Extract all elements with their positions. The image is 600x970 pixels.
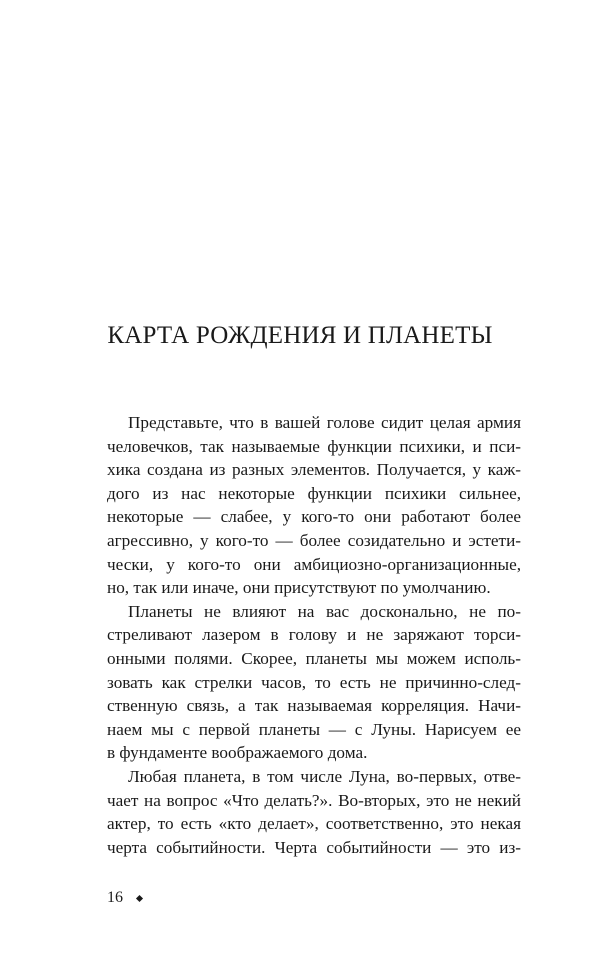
text-line: в фундаменте воображаемого дома. bbox=[107, 743, 368, 763]
text-line: чески, у кого-то они амбициозно-организационные, bbox=[107, 554, 521, 574]
paragraph-3 bbox=[107, 765, 521, 859]
body-text bbox=[107, 411, 521, 859]
text-line: чает на вопрос «Что делать?». Во-вторых, это не некий bbox=[107, 790, 521, 810]
page-footer bbox=[107, 889, 142, 907]
text-line: актер, то есть «кто делает», соответственно, это некая bbox=[107, 814, 521, 834]
text-line: Представьте, что в вашей голове сидит целая армия bbox=[128, 413, 521, 432]
text-line: человечков, так называемые функции психики, и пси- bbox=[107, 436, 521, 456]
page-number: 16 bbox=[107, 889, 123, 906]
text-line: некоторые — слабее, у кого-то они работают более bbox=[107, 507, 521, 527]
text-line: черта событийности. Черта событийности — это из- bbox=[107, 837, 521, 857]
paragraph-2 bbox=[107, 600, 521, 765]
text-line: агрессивно, у кого-то — более созидательно и эстети- bbox=[107, 530, 521, 550]
text-line: стреливают лазером в голову и не заряжают торси- bbox=[107, 625, 521, 645]
text-line: дого из нас некоторые функции психики сильнее, bbox=[107, 483, 521, 503]
text-line: но, так или иначе, они присутствуют по умолчанию. bbox=[107, 578, 491, 598]
text-line: хика создана из разных элементов. Получается, у каж- bbox=[107, 460, 521, 480]
text-line: наем мы с первой планеты — с Луны. Нарисуем ее bbox=[107, 719, 521, 739]
text-line: онными полями. Скорее, планеты мы можем исполь- bbox=[107, 648, 521, 668]
paragraph-1 bbox=[107, 411, 521, 600]
chapter-title: КАРТА РОЖДЕНИЯ И ПЛАНЕТЫ bbox=[107, 322, 493, 349]
text-line: ственную связь, а так называемая корреляция. Начи- bbox=[107, 696, 521, 716]
text-line: зовать как стрелки часов, то есть не причинно-след- bbox=[107, 672, 521, 692]
diamond-ornament-icon bbox=[136, 894, 143, 901]
text-line: Любая планета, в том числе Луна, во-первых, отве- bbox=[128, 766, 521, 786]
text-line: Планеты не влияют на вас досконально, не по- bbox=[128, 601, 521, 621]
